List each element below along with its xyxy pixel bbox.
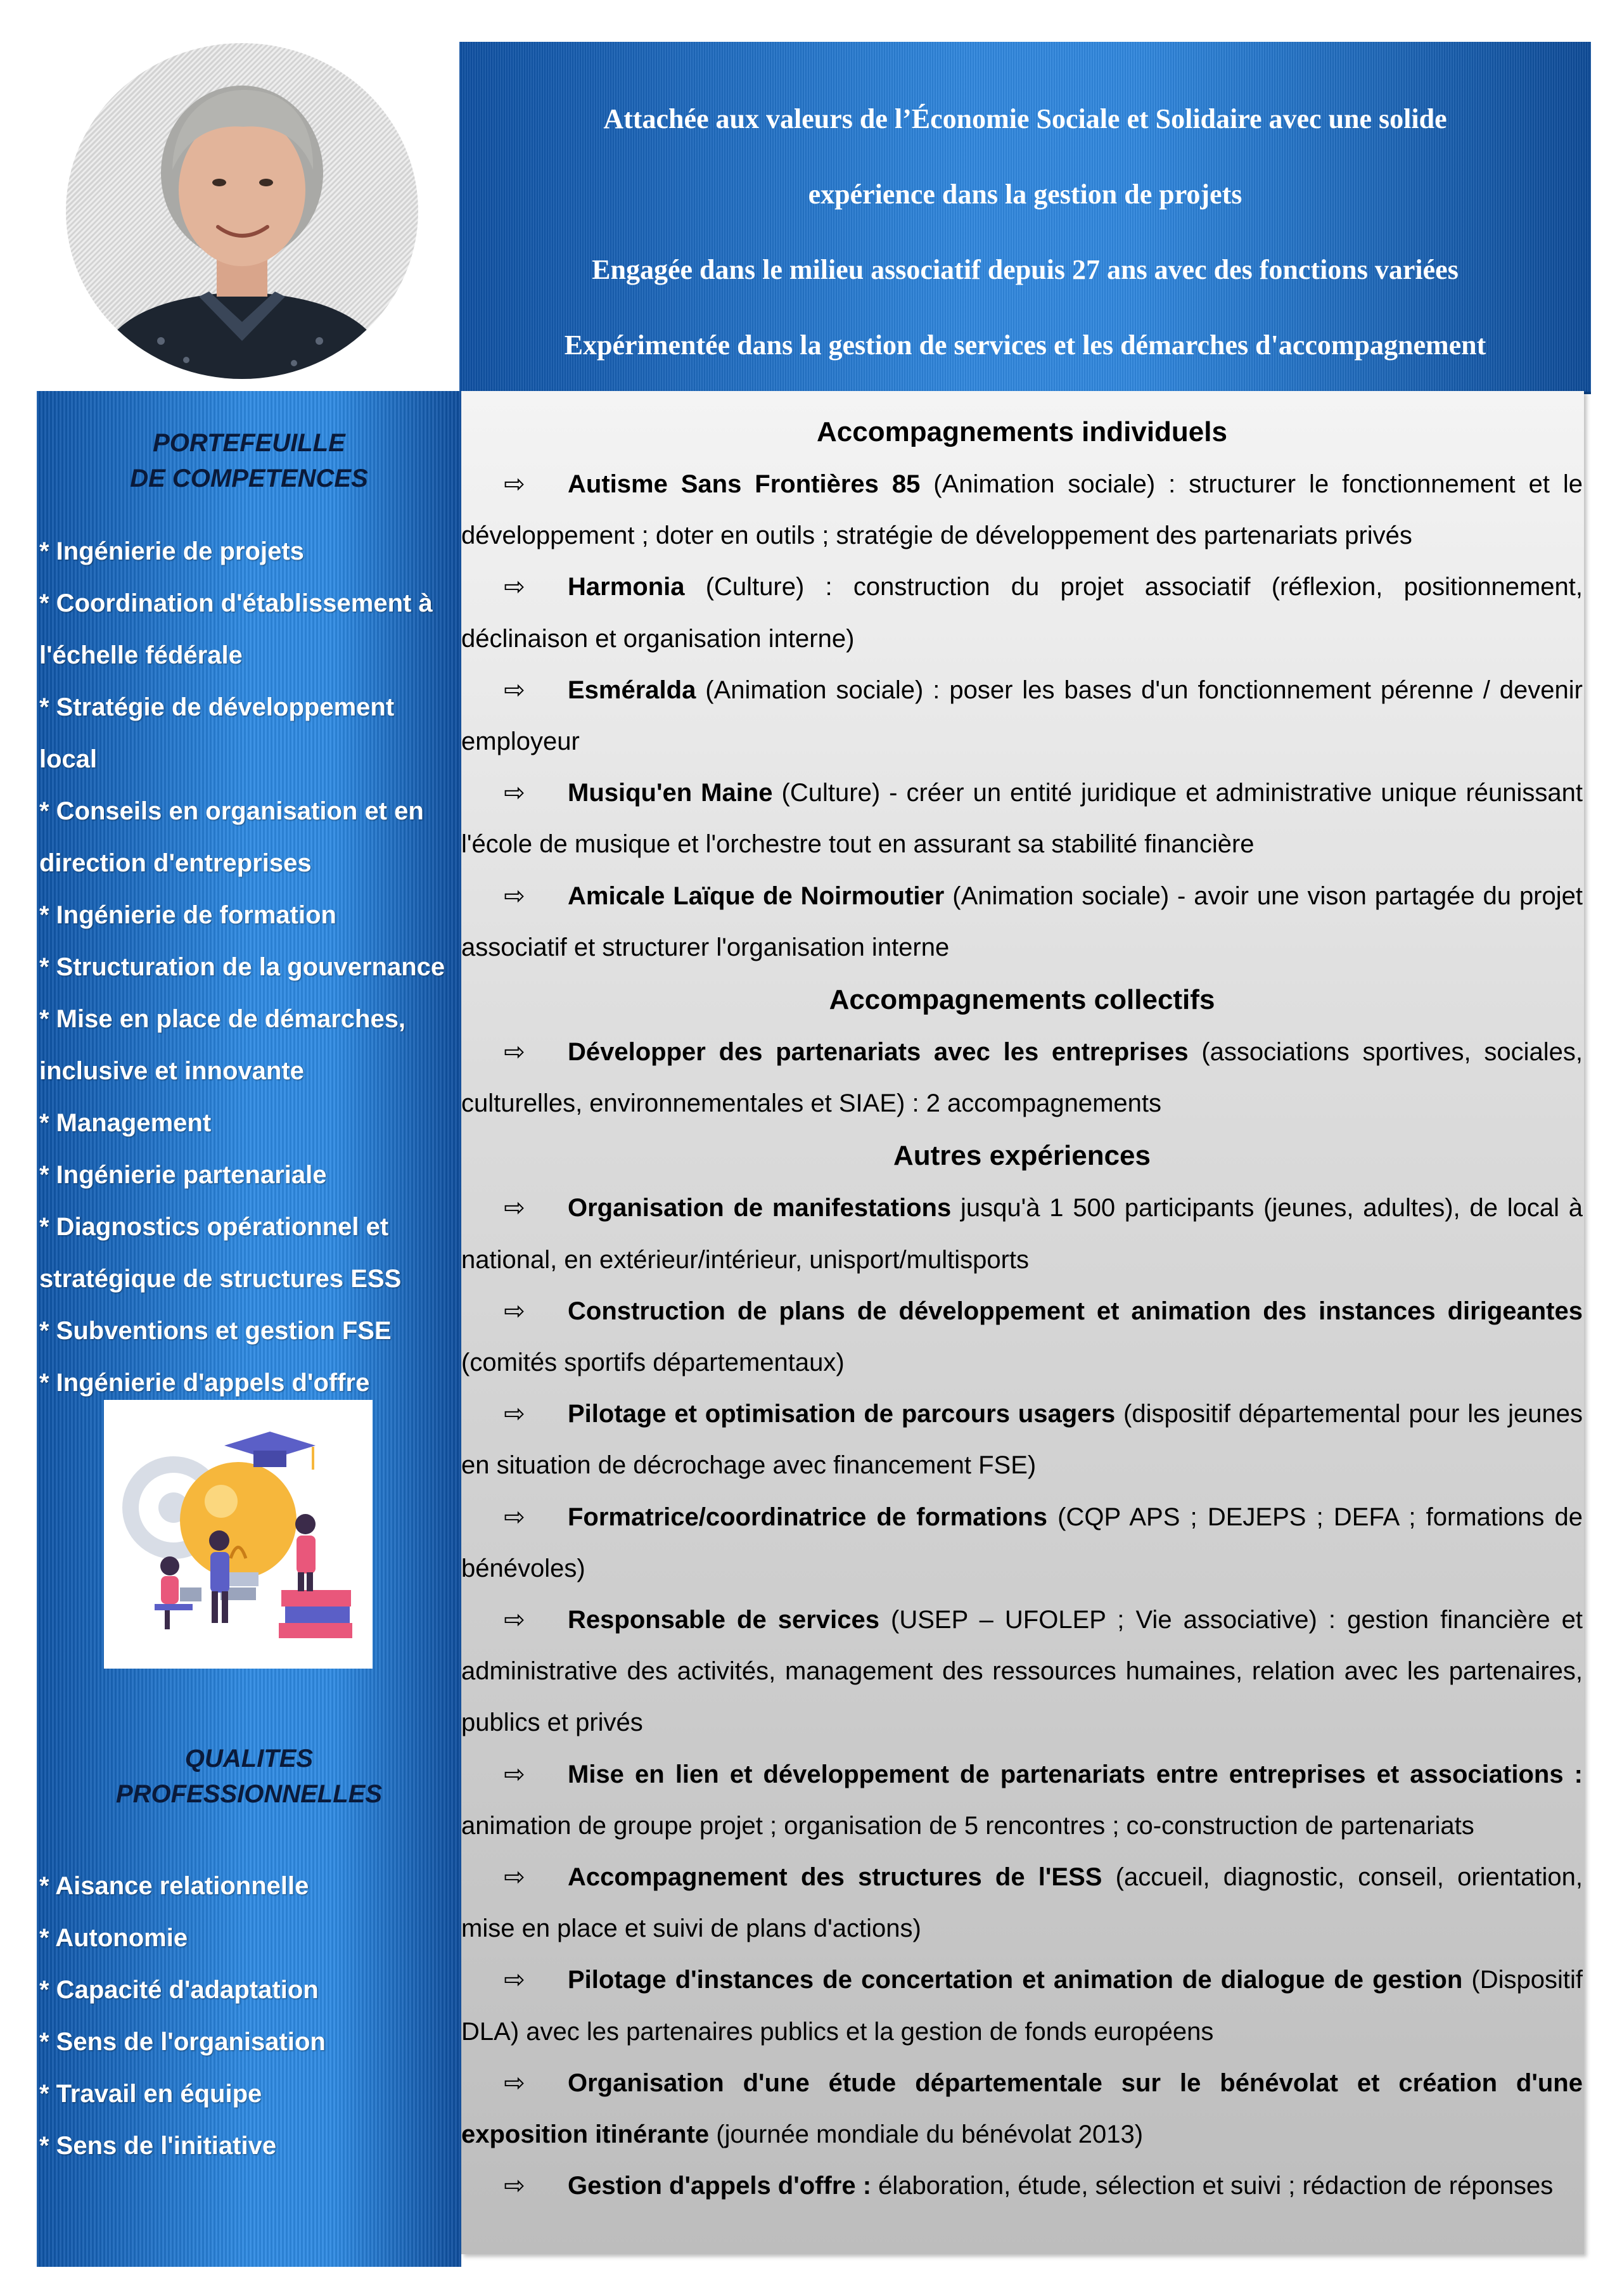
quality-item: * Autonomie (39, 1924, 188, 1952)
experience-content (461, 406, 1583, 2212)
item-text: (CQP APS ; DEJEPS ; DEFA ; formations de bénévoles) (461, 1503, 1583, 1582)
item-title: Organisation de manifestations (568, 1194, 952, 1222)
quality-item: * Sens de l'organisation (39, 2028, 326, 2056)
profile-photo (66, 43, 418, 379)
arrow-right-icon: ⇨ (504, 779, 525, 807)
item-text: (Animation sociale) : structurer le fonctionnement et le développement ; doter en outils ; stratégie de développement des partenariats privés (461, 470, 1583, 550)
item-text: (associations sportives, sociales, culturelles, environnementales et SIAE) : 2 accompagnements (461, 1038, 1583, 1118)
experience-item (461, 2160, 1583, 2212)
experience-item (461, 767, 1583, 870)
quality-item: * Sens de l'initiative (39, 2132, 277, 2160)
item-text: animation de groupe projet ; organisation de 5 rencontres ; co-construction de partenariats (461, 1811, 1474, 1840)
item-title: Responsable de services (568, 1606, 879, 1634)
arrow-right-icon: ⇨ (504, 2172, 525, 2200)
skill-item: * Management (39, 1109, 212, 1137)
experience-item (461, 871, 1583, 973)
skills-list (39, 525, 457, 1409)
experience-item (461, 459, 1583, 561)
skill-item: * Mise en place de démarches, inclusive et innovante (39, 1005, 406, 1085)
item-title: Mise en lien et développement de partenariats entre entreprises et associations : (568, 1760, 1583, 1788)
arrow-right-icon: ⇨ (504, 1194, 525, 1222)
quality-item: * Travail en équipe (39, 2080, 262, 2108)
item-title: Pilotage d'instances de concertation et animation de dialogue de gestion (568, 1966, 1463, 1994)
arrow-right-icon: ⇨ (504, 1400, 525, 1428)
item-title: Construction de plans de développement et animation des instances dirigeantes (568, 1297, 1583, 1325)
arrow-right-icon: ⇨ (504, 1863, 525, 1892)
item-title: Esméralda (568, 676, 696, 704)
arrow-right-icon: ⇨ (504, 1503, 525, 1531)
item-title: Autisme Sans Frontières 85 (568, 470, 921, 498)
item-title: Développer des partenariats avec les entreprises (568, 1038, 1189, 1067)
arrow-right-icon: ⇨ (504, 470, 525, 498)
skill-item: * Ingénierie partenariale (39, 1161, 327, 1189)
experience-item (461, 561, 1583, 664)
experience-item (461, 1492, 1583, 1594)
quality-item: * Aisance relationnelle (39, 1872, 309, 1900)
skill-item: * Ingénierie de projets (39, 537, 304, 565)
item-text: (dispositif départemental pour les jeunes en situation de décrochage avec financement FSE) (461, 1400, 1583, 1480)
skill-item: * Stratégie de développement local (39, 693, 395, 773)
experience-item (461, 1183, 1583, 1285)
item-text: (journée mondiale du bénévolat 2013) (709, 2120, 1144, 2149)
experience-item (461, 2058, 1583, 2160)
item-text: (Culture) : construction du projet associatif (réflexion, positionnement, déclinaison et organisation interne) (461, 573, 1583, 653)
skill-item: * Conseils en organisation et en direction d'entreprises (39, 797, 424, 877)
item-title: Amicale Laïque de Noirmoutier (568, 882, 945, 910)
skill-item: * Coordination d'établissement à l'échelle fédérale (39, 589, 433, 669)
skill-item: * Ingénierie d'appels d'offre (39, 1369, 370, 1397)
arrow-right-icon: ⇨ (504, 1038, 525, 1067)
section-title: Accompagnements collectifs (829, 984, 1215, 1016)
skills-heading: PORTEFEUILLE DE COMPETENCES (130, 429, 368, 492)
item-text: élaboration, étude, sélection et suivi ; rédaction de réponses (871, 2172, 1554, 2200)
experience-item (461, 1749, 1583, 1852)
section-title: Accompagnements individuels (817, 416, 1227, 447)
header-line: Attachée aux valeurs de l’Économie Sociale et Solidaire avec une solide (603, 103, 1447, 134)
header-line: Expérimentée dans la gestion de services et les démarches d'accompagnement (564, 330, 1486, 361)
experience-item (461, 1027, 1583, 1129)
header-line: expérience dans la gestion de projets (808, 179, 1242, 210)
arrow-right-icon: ⇨ (504, 2068, 525, 2097)
item-title: Organisation d'une étude départementale sur le bénévolat et création d'une exposition itinérante (461, 2068, 1583, 2149)
header-banner (459, 42, 1591, 394)
item-title: Accompagnement des structures de l'ESS (568, 1863, 1102, 1892)
item-text: (Animation sociale) - avoir une vison partagée du projet associatif et structurer l'organisation interne (461, 882, 1583, 961)
experience-item (461, 665, 1583, 767)
arrow-right-icon: ⇨ (504, 1606, 525, 1634)
item-text: jusqu'à 1 500 participants (jeunes, adultes), de local à national, en extérieur/intérieur, unisport/multisports (461, 1194, 1583, 1274)
illustration (104, 1400, 373, 1669)
sidebar (37, 391, 461, 2267)
lightbulb-illustration (104, 1400, 373, 1669)
item-title: Pilotage et optimisation de parcours usagers (568, 1400, 1116, 1428)
experience-item (461, 1389, 1583, 1491)
arrow-right-icon: ⇨ (504, 1760, 525, 1788)
item-title: Musiqu'en Maine (568, 779, 773, 807)
qualities-heading: QUALITES PROFESSIONNELLES (115, 1745, 383, 1808)
arrow-right-icon: ⇨ (504, 1966, 525, 1994)
skill-item: * Diagnostics opérationnel et stratégique de structures ESS (39, 1213, 402, 1293)
arrow-right-icon: ⇨ (504, 573, 525, 601)
item-text: (Animation sociale) : poser les bases d'un fonctionnement pérenne / devenir employeur (461, 676, 1583, 756)
item-text: (accueil, diagnostic, conseil, orientation, mise en place et suivi de plans d'actions) (461, 1863, 1583, 1943)
experience-item (461, 1852, 1583, 1954)
item-text: (comités sportifs départementaux) (461, 1349, 845, 1377)
item-text: (USEP – UFOLEP ; Vie associative) : gestion financière et administrative des activités, management des ressources humaines, relation avec les partenaires, publics et privés (461, 1606, 1583, 1737)
skill-item: * Structuration de la gouvernance (39, 953, 445, 981)
experience-item (461, 1286, 1583, 1389)
experience-item (461, 1594, 1583, 1749)
skill-item: * Subventions et gestion FSE (39, 1317, 392, 1345)
item-title: Harmonia (568, 573, 685, 601)
arrow-right-icon: ⇨ (504, 676, 525, 704)
qualities-list (39, 1860, 457, 2172)
header-line: Engagée dans le milieu associatif depuis 27 ans avec des fonctions variées (592, 254, 1459, 285)
arrow-right-icon: ⇨ (504, 1297, 525, 1325)
arrow-right-icon: ⇨ (504, 882, 525, 910)
item-title: Formatrice/coordinatrice de formations (568, 1503, 1047, 1531)
item-text: (Dispositif DLA) avec les partenaires publics et la gestion de fonds européens (461, 1966, 1583, 2046)
experience-item (461, 1954, 1583, 2057)
item-text: (Culture) - créer un entité juridique et administrative unique réunissant l'école de musique et l'orchestre tout en assurant sa stabilité financière (461, 779, 1583, 859)
skill-item: * Ingénierie de formation (39, 901, 336, 929)
quality-item: * Capacité d'adaptation (39, 1976, 319, 2004)
portrait-image (66, 43, 418, 379)
item-title: Gestion d'appels d'offre : (568, 2172, 872, 2200)
section-title: Autres expériences (893, 1140, 1151, 1172)
